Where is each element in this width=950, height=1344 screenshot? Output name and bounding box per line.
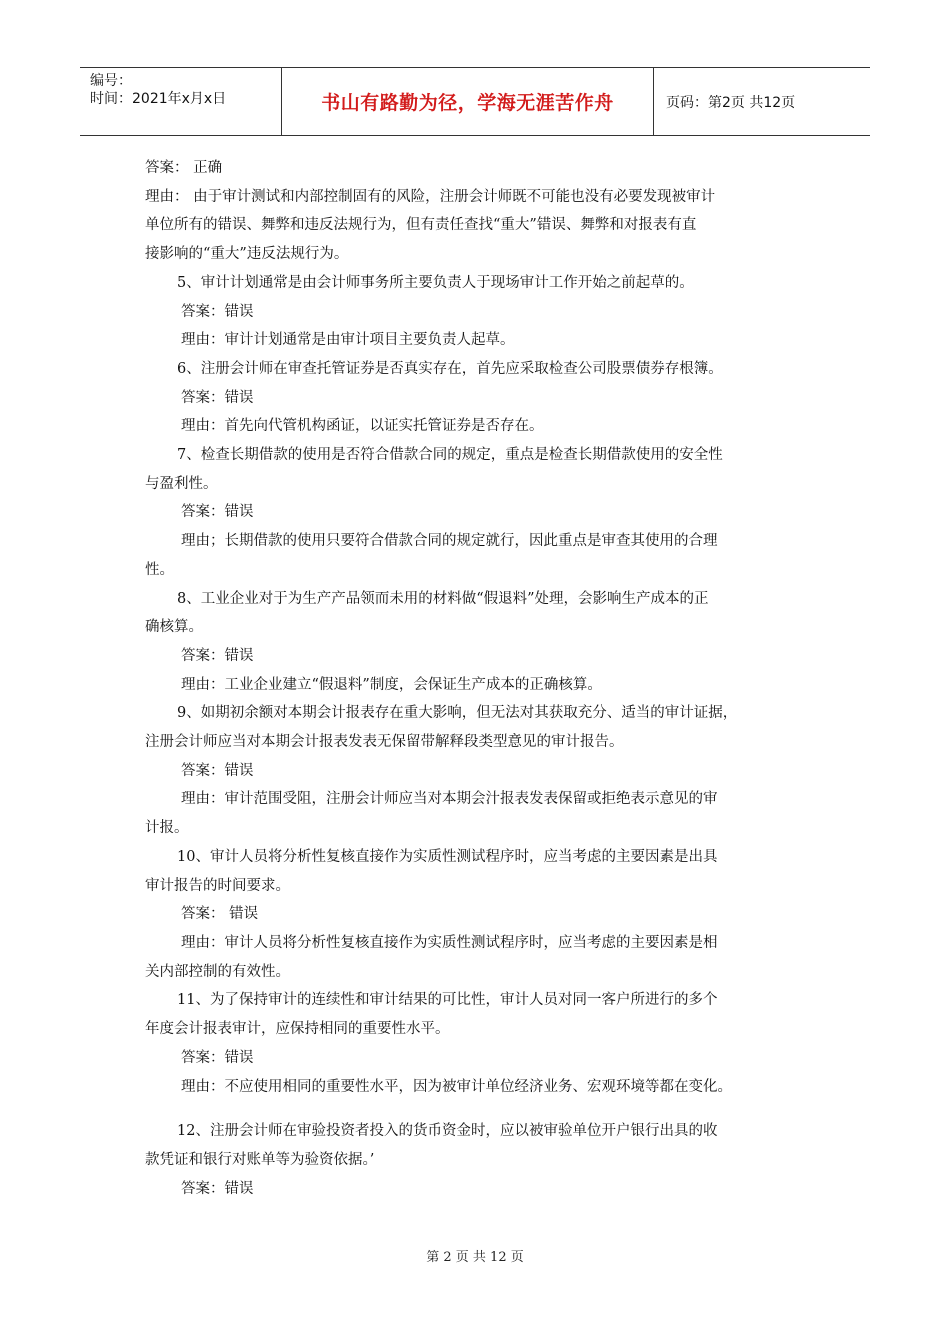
- page-indicator: 页码：第2页 共12页: [666, 94, 796, 111]
- question-11: 11、为了保持审计的连续性和审计结果的可比性，审计人员对同一客户所进行的多个: [177, 992, 718, 1009]
- page-footer: 第 2 页 共 12 页: [426, 1250, 524, 1265]
- header-motto-cell: [282, 68, 654, 135]
- page-header: [80, 67, 870, 136]
- answer-line: 答案：错误: [181, 1180, 254, 1197]
- header-page-info: [654, 68, 870, 135]
- text-line: 与盈利性。: [145, 475, 218, 492]
- reason-line: 理由：审计计划通常是由审计项目主要负责人起草。: [181, 332, 515, 349]
- paragraph-gap: [145, 1101, 810, 1117]
- text-line: 年度会计报表审计，应保持相同的重要性水平。: [145, 1021, 450, 1038]
- text-line: 接影响的“重大”违反法规行为。: [145, 246, 349, 263]
- question-10: 10、审计人员将分析性复核直接作为实质性测试程序时，应当考虑的主要因素是出具: [177, 848, 718, 865]
- reason-line: 理由： 由于审计测试和内部控制固有的风险，注册会计师既不可能也没有必要发现被审计: [145, 188, 716, 205]
- text-line: 审计报告的时间要求。: [145, 877, 290, 894]
- reason-line: 理由：不应使用相同的重要性水平，因为被审计单位经济业务、宏观环境等都在变化。: [181, 1078, 732, 1095]
- reason-line: 理由：审计范围受阻，注册会计师应当对本期会汁报表发表保留或拒绝表示意见的审: [181, 791, 718, 808]
- answer-line: 答案：错误: [181, 762, 254, 779]
- text-line: 计报。: [145, 820, 189, 837]
- reason-line: 理由；长期借款的使用只要符合借款合同的规定就行，因此重点是审查其使用的合理: [181, 533, 718, 550]
- header-meta: [80, 68, 282, 135]
- question-9: 9、如期初余额对本期会计报表存在重大影响，但无法对其获取充分、适当的审计证据，: [177, 705, 738, 722]
- document-date: 时间：2021年x月x日: [90, 91, 227, 107]
- answer-line: 答案： 正确: [145, 160, 223, 176]
- answer-line: 答案：错误: [181, 1049, 254, 1066]
- text-line: 确核算。: [145, 619, 203, 636]
- header-motto: 书山有路勤为径，学海无涯苦作舟: [321, 92, 614, 114]
- text-line: 注册会计师应当对本期会计报表发表无保留带解释段类型意见的审计报告。: [145, 734, 624, 751]
- question-6: 6、注册会计师在审查托管证券是否真实存在，首先应采取检查公司股票债券存根簿。: [177, 360, 723, 377]
- answer-line: 答案：错误: [181, 303, 254, 320]
- reason-line: 理由：首先向代管机构函证，以证实托管证券是否存在。: [181, 418, 544, 435]
- text-line: 性。: [145, 561, 174, 578]
- reason-line: 理由：工业企业建立“假退料”制度，会保证生产成本的正确核算。: [181, 676, 602, 693]
- text-line: 款凭证和银行对账单等为验资依据。’: [145, 1151, 375, 1168]
- text-line: 关内部控制的有效性。: [145, 963, 290, 980]
- answer-line: 答案：错误: [181, 647, 254, 664]
- document-body: [145, 154, 810, 1203]
- text-line: 单位所有的错误、舞弊和违反法规行为，但有责任查找“重大”错误、舞弊和对报表有直: [145, 217, 697, 234]
- reason-line: 理由：审计人员将分析性复核直接作为实质性测试程序时，应当考虑的主要因素是相: [181, 934, 718, 951]
- question-5: 5、审计计划通常是由会计师事务所主要负责人于现场审计工作开始之前起草的。: [177, 274, 694, 291]
- question-7: 7、检查长期借款的使用是否符合借款合同的规定，重点是检查长期借款使用的安全性: [177, 447, 723, 464]
- answer-line: 答案：错误: [181, 504, 254, 521]
- document-number: 编号：: [90, 73, 132, 89]
- question-12: 12、注册会计师在审验投资者投入的货币资金时，应以被审验单位开户银行出具的收: [177, 1123, 718, 1140]
- question-8: 8、工业企业对于为生产产品领而未用的材料做“假退料”处理，会影响生产成本的正: [177, 590, 709, 607]
- answer-line: 答案： 错误: [181, 906, 259, 923]
- answer-line: 答案：错误: [181, 389, 254, 406]
